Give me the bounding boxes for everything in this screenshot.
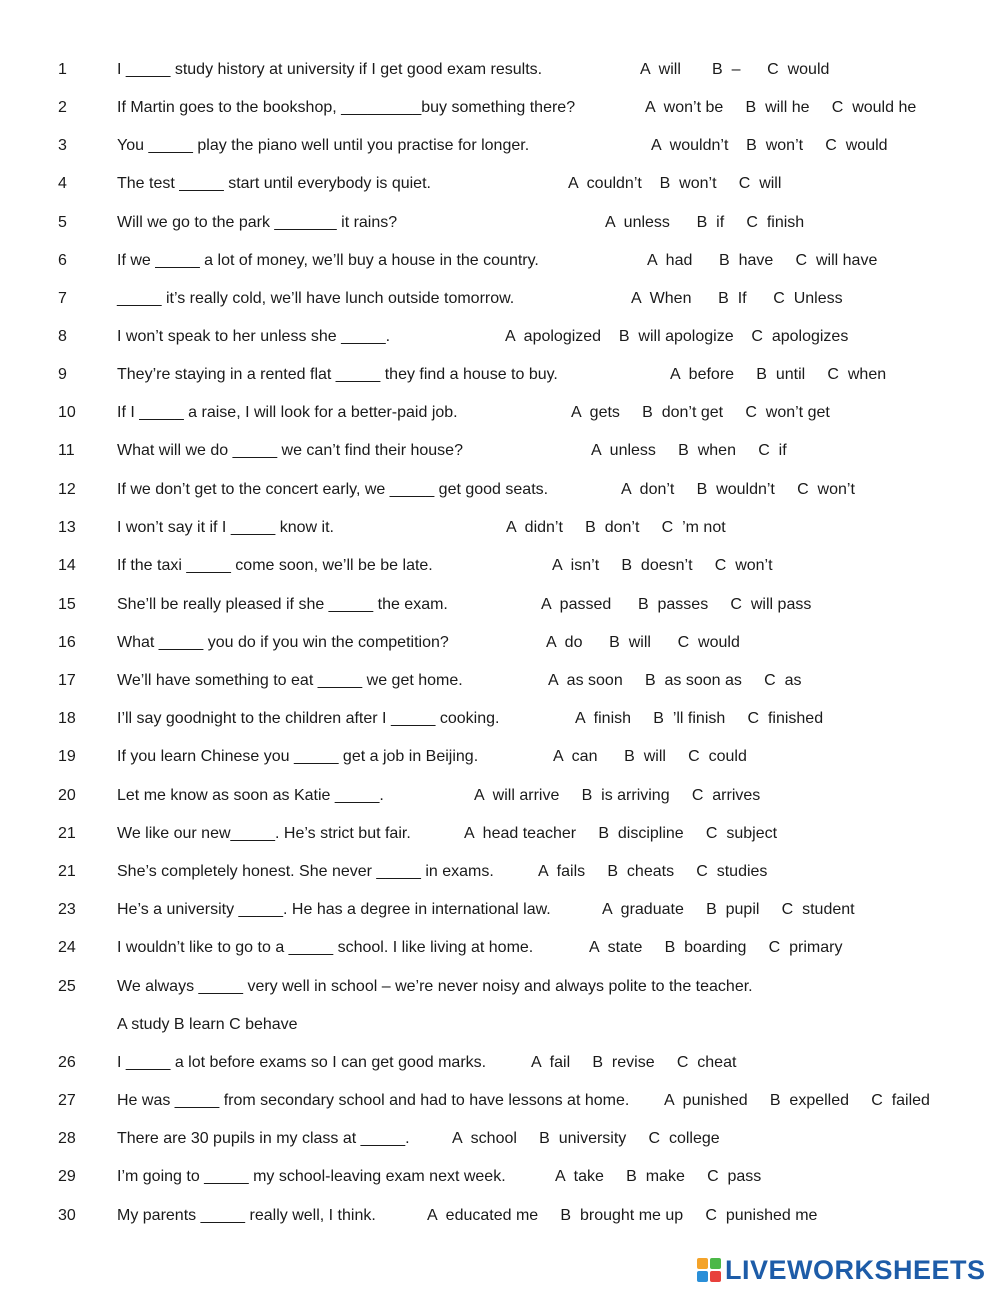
answer-options[interactable]: A had B have C will have (647, 252, 878, 269)
answer-options[interactable]: A do B will C would (546, 634, 740, 651)
answer-options[interactable]: A school B university C college (452, 1130, 720, 1147)
liveworksheets-logo[interactable] (697, 1256, 997, 1284)
question-stem: He’s a university _____. He has a degree in international law. (117, 901, 551, 918)
answer-options[interactable]: A state B boarding C primary (589, 939, 843, 956)
answer-options[interactable]: A didn’t B don’t C ’m not (506, 519, 726, 536)
answer-options[interactable]: A When B If C Unless (631, 290, 843, 307)
question-number: 16 (58, 634, 76, 651)
question-number: 11 (58, 442, 75, 459)
answer-options[interactable]: A take B make C pass (555, 1168, 762, 1185)
question-number: 6 (58, 252, 67, 269)
question-stem: I wouldn’t like to go to a _____ school. I like living at home. (117, 939, 534, 956)
question-stem: I’ll say goodnight to the children after I _____ cooking. (117, 710, 500, 727)
question-stem: You _____ play the piano well until you practise for longer. (117, 137, 530, 154)
question-stem: _____ it’s really cold, we’ll have lunch outside tomorrow. (117, 290, 515, 307)
question-number: 17 (58, 672, 76, 689)
question-stem: The test _____ start until everybody is quiet. (117, 175, 431, 192)
answer-options[interactable]: A don’t B wouldn’t C won’t (621, 481, 855, 498)
answer-options[interactable]: A head teacher B discipline C subject (464, 825, 778, 842)
answer-options[interactable]: A finish B ’ll finish C finished (575, 710, 824, 727)
question-number: 13 (58, 519, 76, 536)
answer-options[interactable]: A educated me B brought me up C punished me (427, 1207, 818, 1224)
answer-options[interactable]: A passed B passes C will pass (541, 596, 812, 613)
question-number: 23 (58, 901, 76, 918)
question-stem: If the taxi _____ come soon, we’ll be be late. (117, 557, 433, 574)
question-number: 7 (58, 290, 67, 307)
question-stem: She’ll be really pleased if she _____ the exam. (117, 596, 448, 613)
question-stem: We always _____ very well in school – we’re never noisy and always polite to the teacher. (117, 978, 753, 995)
question-stem: If Martin goes to the bookshop, _________buy something there? (117, 99, 576, 116)
answer-options[interactable]: A fail B revise C cheat (531, 1054, 737, 1071)
question-number: 21 (58, 863, 76, 880)
question-number: 4 (58, 175, 67, 192)
question-stem: What will we do _____ we can’t find their house? (117, 442, 463, 459)
question-stem: We’ll have something to eat _____ we get home. (117, 672, 463, 689)
question-number: 10 (58, 404, 76, 421)
answer-options[interactable]: A will arrive B is arriving C arrives (474, 787, 761, 804)
question-number: 12 (58, 481, 76, 498)
question-number: 9 (58, 366, 67, 383)
answer-options[interactable]: A unless B if C finish (605, 214, 805, 231)
question-number: 21 (58, 825, 76, 842)
question-number: 25 (58, 978, 76, 995)
question-stem: My parents _____ really well, I think. (117, 1207, 376, 1224)
question-number: 26 (58, 1054, 76, 1071)
answer-options[interactable]: A before B until C when (670, 366, 887, 383)
question-stem: I _____ study history at university if I get good exam results. (117, 61, 543, 78)
question-stem: Let me know as soon as Katie _____. (117, 787, 384, 804)
answer-options[interactable]: A as soon B as soon as C as (548, 672, 802, 689)
question-stem: She’s completely honest. She never _____ in exams. (117, 863, 494, 880)
answer-options[interactable]: A will B – C would (640, 61, 830, 78)
question-number: 20 (58, 787, 76, 804)
answer-options[interactable]: A can B will C could (553, 748, 747, 765)
question-number: 30 (58, 1207, 76, 1224)
question-number: 1 (58, 61, 67, 78)
answer-options[interactable]: A apologized B will apologize C apologizes (505, 328, 849, 345)
question-stem: Will we go to the park _______ it rains? (117, 214, 398, 231)
question-number: 24 (58, 939, 76, 956)
question-number: 8 (58, 328, 67, 345)
question-number: 28 (58, 1130, 76, 1147)
question-number: 18 (58, 710, 76, 727)
answer-options[interactable]: A gets B don’t get C won’t get (571, 404, 830, 421)
question-stem: If you learn Chinese you _____ get a job in Beijing. (117, 748, 479, 765)
question-stem: They’re staying in a rented flat _____ they find a house to buy. (117, 366, 558, 383)
answer-options[interactable]: A study B learn C behave (117, 1016, 298, 1033)
brand-name: LIVEWORKSHEETS (725, 1255, 986, 1285)
question-stem: If we _____ a lot of money, we’ll buy a house in the country. (117, 252, 539, 269)
question-stem: I’m going to _____ my school-leaving exam next week. (117, 1168, 506, 1185)
question-number: 15 (58, 596, 76, 613)
answer-options[interactable]: A unless B when C if (591, 442, 787, 459)
question-stem: I won’t say it if I _____ know it. (117, 519, 334, 536)
question-stem: We like our new_____. He’s strict but fair. (117, 825, 411, 842)
answer-options[interactable]: A punished B expelled C failed (664, 1092, 930, 1109)
question-number: 2 (58, 99, 67, 116)
question-number: 5 (58, 214, 67, 231)
question-number: 14 (58, 557, 76, 574)
question-number: 3 (58, 137, 67, 154)
question-stem: What _____ you do if you win the competition? (117, 634, 449, 651)
question-number: 27 (58, 1092, 76, 1109)
liveworksheets-icon (697, 1258, 721, 1282)
answer-options[interactable]: A wouldn’t B won’t C would (651, 137, 888, 154)
answer-options[interactable]: A graduate B pupil C student (602, 901, 855, 918)
question-stem: If we don’t get to the concert early, we _____ get good seats. (117, 481, 549, 498)
answer-options[interactable]: A isn’t B doesn’t C won’t (552, 557, 773, 574)
answer-options[interactable]: A won’t be B will he C would he (645, 99, 917, 116)
question-number: 29 (58, 1168, 76, 1185)
question-stem: I won’t speak to her unless she _____. (117, 328, 391, 345)
answer-options[interactable]: A couldn’t B won’t C will (568, 175, 782, 192)
question-stem: I _____ a lot before exams so I can get good marks. (117, 1054, 487, 1071)
question-stem: If I _____ a raise, I will look for a better-paid job. (117, 404, 458, 421)
question-stem: He was _____ from secondary school and had to have lessons at home. (117, 1092, 630, 1109)
question-number: 19 (58, 748, 76, 765)
answer-options[interactable]: A fails B cheats C studies (538, 863, 768, 880)
question-stem: There are 30 pupils in my class at _____. (117, 1130, 410, 1147)
